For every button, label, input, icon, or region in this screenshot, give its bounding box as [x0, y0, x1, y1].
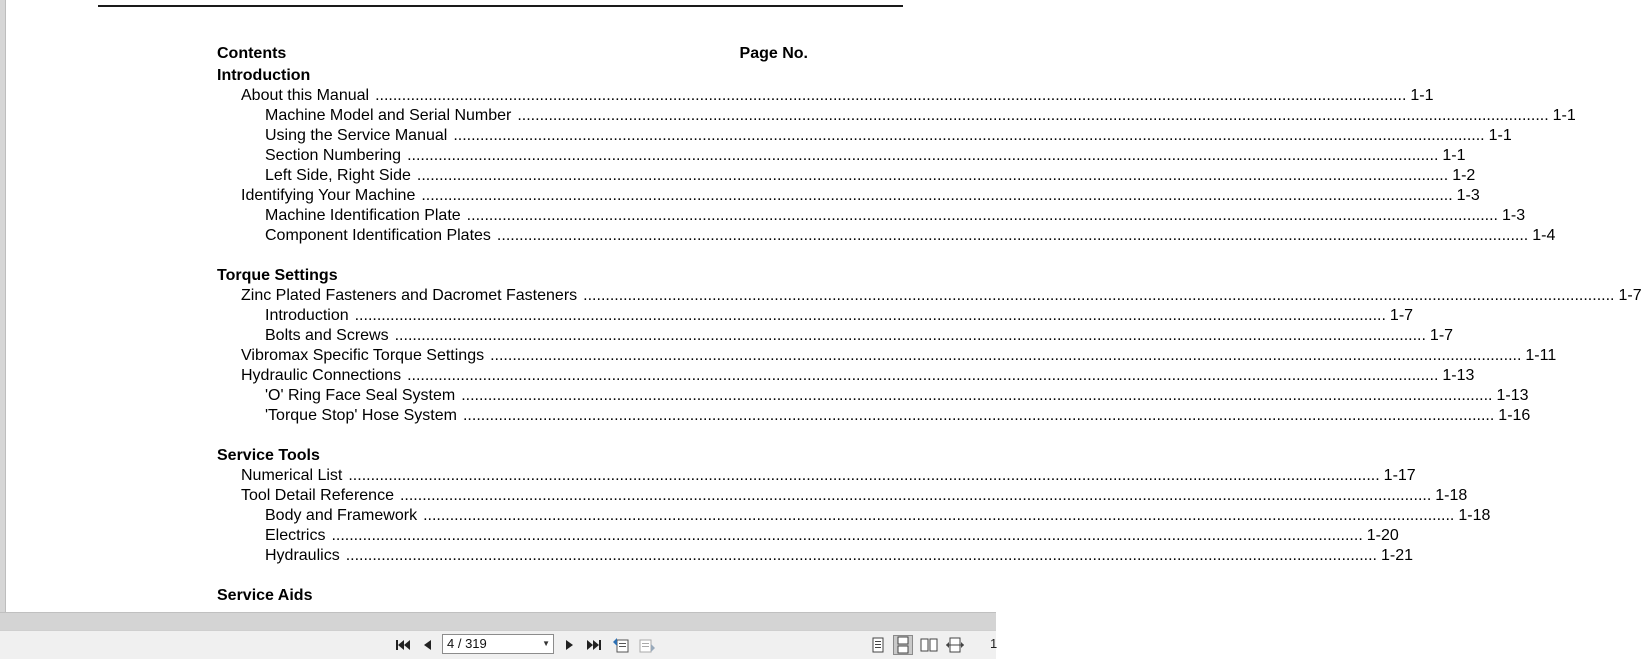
- toc-leader-dots: [453, 126, 1484, 146]
- page-indicator: 4 / 319: [447, 636, 487, 651]
- toc-leader-dots: [375, 86, 1406, 106]
- toc-entry-page: 1-18: [1435, 487, 1468, 504]
- go-forward-view-icon[interactable]: [637, 635, 657, 655]
- toc-leader-dots: [490, 346, 1521, 366]
- toc-entry-label: Left Side, Right Side: [265, 167, 411, 184]
- toc-leader-dots: [395, 326, 1426, 346]
- toc-section-title[interactable]: Service Tools: [217, 447, 320, 464]
- toc-leader-dots: [331, 526, 1362, 546]
- toc-leader-dots: [467, 206, 1498, 226]
- toc-entry[interactable]: [217, 326, 1454, 346]
- toc-entry[interactable]: [217, 466, 1416, 486]
- toc-entry-page: 1-21: [1381, 547, 1414, 564]
- toc-entry-label: Body and Framework: [265, 507, 418, 524]
- continuous-view-icon[interactable]: [893, 635, 913, 655]
- section-gap: [217, 246, 808, 266]
- first-page-icon[interactable]: [393, 635, 413, 655]
- toc-entry[interactable]: [217, 366, 1475, 386]
- toc-entry[interactable]: [217, 546, 1414, 566]
- toc-leader-dots: [400, 486, 1431, 506]
- toc-entry-label: Hydraulic Connections: [241, 367, 402, 384]
- toc-entry-label: Component Identification Plates: [265, 227, 491, 244]
- toc-entry-page: 1-16: [1498, 407, 1531, 424]
- toc-entry-label: Machine Model and Serial Number: [265, 107, 512, 124]
- toc-entry[interactable]: [217, 386, 1529, 406]
- page-number-select[interactable]: [442, 634, 554, 654]
- toc-section-title[interactable]: Introduction: [217, 67, 311, 84]
- toc-entry-page: 1-13: [1496, 387, 1529, 404]
- toc-entry-label: Vibromax Specific Torque Settings: [241, 347, 485, 364]
- toc-leader-dots: [407, 366, 1438, 386]
- toc-entry-page: 1-11: [1525, 347, 1557, 364]
- toc-body: [217, 66, 1642, 606]
- toc-entry[interactable]: [217, 526, 1399, 546]
- facing-pages-view-icon[interactable]: [919, 635, 939, 655]
- toc-entry-page: 1-7: [1618, 287, 1642, 304]
- toc-leader-dots: [417, 166, 1448, 186]
- toc-entry[interactable]: [217, 106, 1576, 126]
- toc-entry[interactable]: [217, 86, 1434, 106]
- toc-entry-page: 1-3: [1456, 187, 1480, 204]
- toc-entry-label: Section Numbering: [265, 147, 402, 164]
- page-top-rule: [98, 5, 903, 7]
- toc-leader-dots: [517, 106, 1548, 126]
- toc-entry-label: 'Torque Stop' Hose System: [265, 407, 457, 424]
- toc-heading: Contents: [217, 45, 287, 62]
- toc-entry[interactable]: [217, 346, 1557, 366]
- toc-entry[interactable]: [217, 406, 1531, 426]
- toc-entry-label: Hydraulics: [265, 547, 340, 564]
- toc-leader-dots: [463, 406, 1494, 426]
- toc-entry-page: 1-1: [1410, 87, 1434, 104]
- toc-entry-page: 1-2: [1452, 167, 1476, 184]
- toc-entry-page: 1-3: [1501, 207, 1526, 224]
- toc-entry-label: Numerical List: [241, 467, 343, 484]
- toc-section-title[interactable]: Service Aids: [217, 587, 313, 604]
- toc-entry-page: 1-18: [1458, 507, 1491, 524]
- toc-entry-page: 1-13: [1442, 367, 1475, 384]
- toc-entry-label: Using the Service Manual: [265, 127, 448, 144]
- next-page-icon[interactable]: [560, 635, 580, 655]
- toc-entry[interactable]: [217, 506, 1491, 526]
- navigation-toolbar: [0, 630, 996, 659]
- toc-entry[interactable]: [217, 166, 1476, 186]
- toc-leader-dots: [346, 546, 1377, 566]
- last-page-icon[interactable]: [584, 635, 604, 655]
- toc-entry-page: 1-7: [1389, 307, 1414, 324]
- toc-leader-dots: [348, 466, 1379, 486]
- toc-entry-page: 1-20: [1366, 527, 1399, 544]
- toc-entry-label: Zinc Plated Fasteners and Dacromet Fasteners: [241, 287, 578, 304]
- toc-entry-label: Bolts and Screws: [265, 327, 389, 344]
- toc-leader-dots: [583, 286, 1614, 306]
- toc-entry[interactable]: [217, 226, 1556, 246]
- toc-leader-dots: [461, 386, 1492, 406]
- toc-page-heading: Page No.: [739, 45, 808, 62]
- toc-entry-page: 1-17: [1383, 467, 1416, 484]
- status-bar: [0, 612, 996, 631]
- truncated-zoom-value: 1: [990, 636, 998, 651]
- toc-entry-label: 'O' Ring Face Seal System: [265, 387, 456, 404]
- toc-leader-dots: [497, 226, 1528, 246]
- toc-entry-label: About this Manual: [241, 87, 370, 104]
- toc-entry[interactable]: [217, 206, 1526, 226]
- left-panel-edge: [0, 0, 6, 612]
- toc-section-title[interactable]: Torque Settings: [217, 267, 338, 284]
- toc-entry-page: 1-1: [1552, 107, 1576, 124]
- toc-header: [217, 44, 808, 66]
- go-back-view-icon[interactable]: [611, 635, 631, 655]
- toc-leader-dots: [423, 506, 1454, 526]
- toc-entry[interactable]: [217, 146, 1466, 166]
- single-page-view-icon[interactable]: [868, 635, 888, 655]
- toc-entry-page: 1-4: [1532, 227, 1556, 244]
- section-gap: [217, 426, 808, 446]
- toc-entry-label: Tool Detail Reference: [241, 487, 394, 504]
- toc-entry-page: 1-1: [1442, 147, 1466, 164]
- toc-entry[interactable]: [217, 486, 1468, 506]
- toc-entry-label: Machine Identification Plate: [265, 207, 461, 224]
- toc-entry-label: Introduction: [265, 307, 349, 324]
- toc-entry-label: Electrics: [265, 527, 326, 544]
- toc-entry[interactable]: [217, 186, 1480, 206]
- chevron-down-icon: ▼: [542, 639, 550, 648]
- toc-leader-dots: [355, 306, 1386, 326]
- toc-entry[interactable]: [217, 306, 1414, 326]
- table-of-contents: [217, 44, 1642, 606]
- toc-entry-label: Identifying Your Machine: [241, 187, 416, 204]
- section-gap: [217, 566, 808, 586]
- toc-entry[interactable]: [217, 286, 1642, 306]
- previous-page-icon[interactable]: [417, 635, 437, 655]
- toc-entry-page: 1-7: [1429, 327, 1454, 344]
- toc-entry-page: 1-1: [1488, 127, 1512, 144]
- fit-width-icon[interactable]: [945, 635, 965, 655]
- toc-leader-dots: [421, 186, 1452, 206]
- toc-entry[interactable]: [217, 126, 1512, 146]
- toc-leader-dots: [407, 146, 1438, 166]
